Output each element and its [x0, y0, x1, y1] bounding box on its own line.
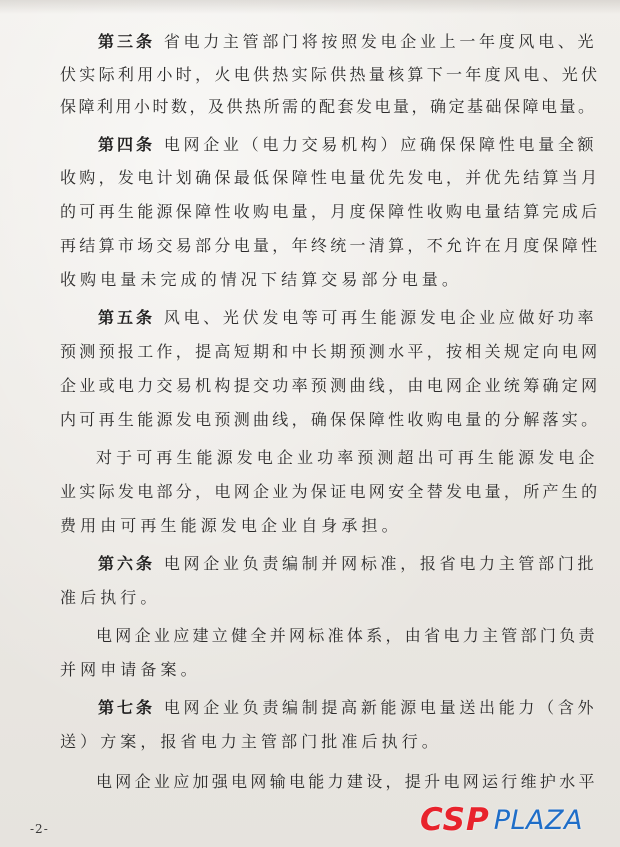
watermark-plaza-text: PLAZA [493, 804, 583, 836]
line-text: 电网企业应加强电网输电能力建设，提升电网运行维护水平 [96, 772, 598, 791]
text-line [60, 516, 402, 536]
line-text: 并网申请备案。 [60, 660, 201, 679]
text-line [60, 342, 600, 362]
line-text: 费用由可再生能源发电企业自身承担。 [60, 516, 402, 535]
article-heading: 第五条 [98, 308, 156, 327]
line-text: 业实际发电部分，电网企业为保证电网安全替发电量，所产生的 [60, 482, 601, 501]
text-line [98, 554, 597, 574]
text-line [98, 698, 597, 718]
line-text: 内可再生能源发电预测曲线，确保保障性收购电量的分解落实。 [60, 410, 601, 429]
text-line [60, 202, 600, 222]
line-text: 电网企业负责编制提高新能源电量送出能力（含外 [163, 698, 598, 717]
text-line [96, 772, 598, 792]
text-line [60, 236, 600, 256]
line-text: 预测预报工作，提高短期和中长期预测水平，按相关规定向电网 [60, 342, 601, 361]
page-number: -2- [30, 822, 49, 836]
text-line [98, 135, 597, 155]
article-heading: 第三条 [98, 32, 156, 51]
line-text: 准后执行。 [60, 588, 161, 607]
text-line [96, 626, 598, 646]
line-text: 企业或电力交易机构提交功率预测曲线，由电网企业统筹确定网 [60, 376, 601, 395]
page-top-shadow [0, 0, 620, 14]
text-line [60, 376, 600, 396]
text-line [60, 588, 161, 608]
line-text: 省电力主管部门将按照发电企业上一年度风电、光 [163, 32, 598, 51]
text-line [60, 732, 442, 752]
watermark-csp-text: CSP [420, 801, 490, 838]
line-text: 电网企业应建立健全并网标准体系，由省电力主管部门负责 [96, 626, 598, 645]
line-text: 电网企业负责编制并网标准，报省电力主管部门批 [163, 554, 598, 573]
line-text: 保障利用小时数，及供热所需的配套发电量，确定基础保障电量。 [60, 97, 597, 116]
text-line [60, 168, 600, 188]
line-text: 收购电量未完成的情况下结算交易部分电量。 [60, 270, 463, 289]
text-line [60, 270, 462, 290]
text-line [60, 410, 600, 430]
text-line [98, 32, 597, 52]
text-line [98, 308, 597, 328]
line-text: 再结算市场交易部分电量，年终统一清算，不允许在月度保障性 [60, 236, 601, 255]
line-text: 收购，发电计划确保最低保障性电量优先发电，并优先结算当月 [60, 168, 601, 187]
line-text: 电网企业（电力交易机构）应确保保障性电量全额 [163, 135, 598, 154]
text-line [60, 660, 201, 680]
text-line [60, 65, 600, 85]
line-text: 风电、光伏发电等可再生能源发电企业应做好功率 [163, 308, 598, 327]
article-heading: 第六条 [98, 554, 156, 573]
line-text: 对于可再生能源发电企业功率预测超出可再生能源发电企 [96, 448, 599, 467]
text-line [96, 448, 599, 468]
article-heading: 第四条 [98, 135, 156, 154]
line-text: 送）方案，报省电力主管部门批准后执行。 [60, 732, 442, 751]
line-text: 的可再生能源保障性收购电量，月度保障性收购电量结算完成后 [60, 202, 601, 221]
article-heading: 第七条 [98, 698, 156, 717]
csp-plaza-watermark-logo [420, 800, 615, 840]
line-text: 伏实际利用小时，火电供热实际供热量核算下一年度风电、光伏 [60, 65, 601, 84]
text-line [60, 97, 597, 117]
text-line [60, 482, 600, 502]
